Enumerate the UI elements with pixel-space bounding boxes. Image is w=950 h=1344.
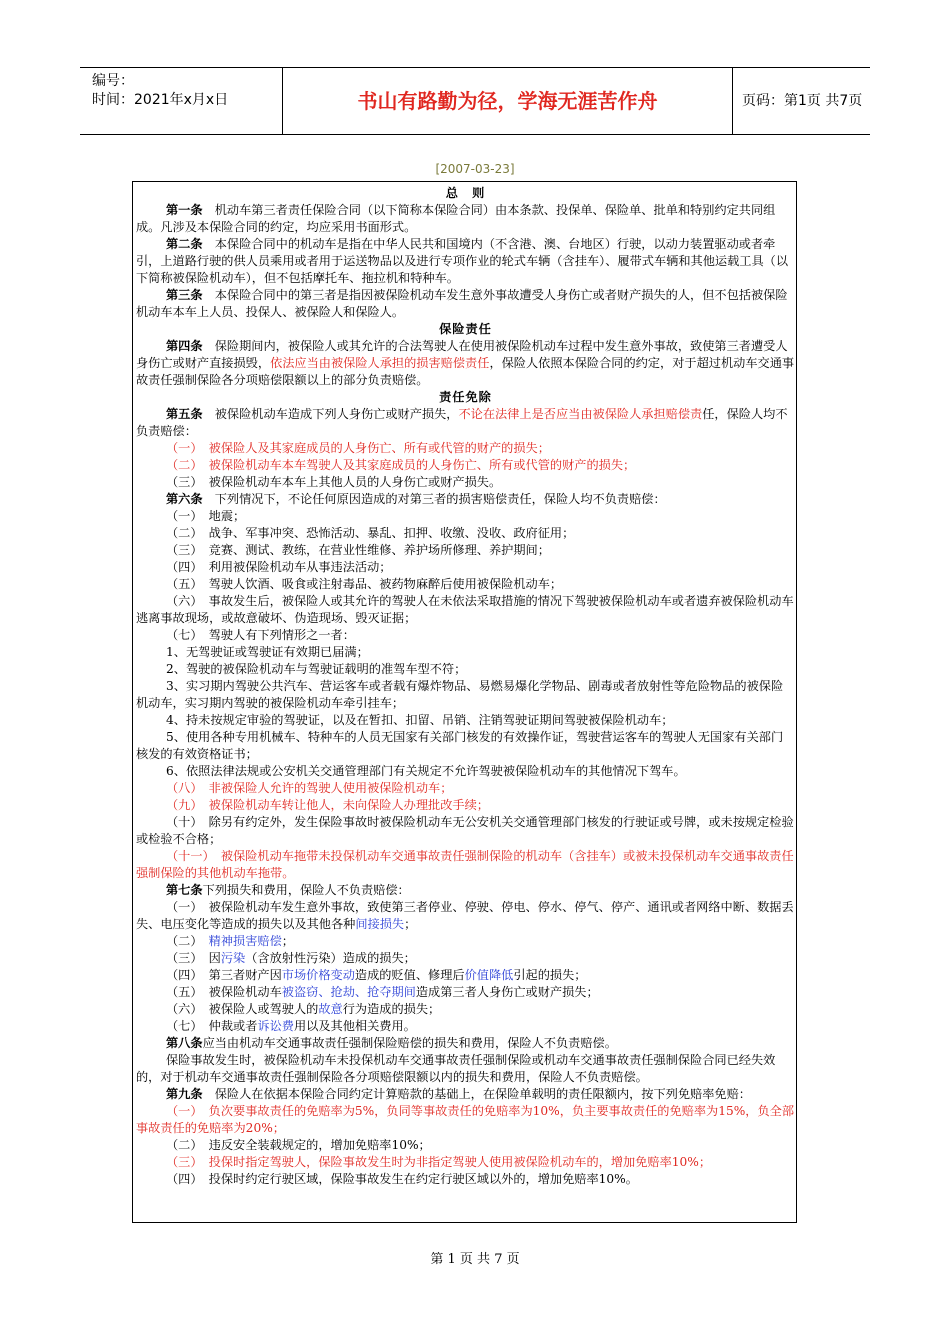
article-6-text: 下列情况下，不论任何原因造成的对第三者的损害赔偿责任，保险人均不负责赔偿： xyxy=(202,492,666,506)
article-6-item-1: （一） 地震； xyxy=(166,509,246,523)
article-9-item-4: （四） 投保时约定行驶区域，保险事故发生在约定行驶区域以外的，增加免赔率10%。 xyxy=(166,1172,638,1186)
article-6-item-7: （七） 驾驶人有下列情形之一者： xyxy=(166,628,355,642)
article-5-item-2: （二） 被保险机动车本车驾驶人及其家庭成员的人身伤亡、所有或代管的财产的损失； xyxy=(166,458,636,472)
article-5-item-1: （一） 被保险人及其家庭成员的人身伤亡、所有或代管的财产的损失； xyxy=(166,441,550,455)
article-4-text: 保险期间内，被保险人或其允许的合法驾驶人在使用被保险机动车过程中发生意外事故，致使第三者遭受人身伤亡或财产直接损毁， xyxy=(136,339,788,370)
article-2-title: 第二条 xyxy=(166,237,203,251)
article-7-title: 第七条 xyxy=(166,883,203,897)
clause-box xyxy=(132,181,797,1223)
section-exemption: 责任免除 xyxy=(439,390,492,404)
time-label: 时间：2021年x月x日 xyxy=(92,92,229,108)
article-7-item-2 xyxy=(136,933,795,950)
article-7-item-1 xyxy=(136,899,795,933)
article-9-text: 保险人在依据本保险合同约定计算赔款的基础上，在保险单载明的责任限额内，按下列免赔率免赔： xyxy=(202,1087,751,1101)
header-page-info: 页码：第1页 共7页 xyxy=(742,93,863,109)
article-7-item-1-end: ； xyxy=(404,917,417,931)
article-7-item-4-end: 引起的损失； xyxy=(513,968,587,982)
article-5-item-3: （三） 被保险机动车本车上其他人员的人身伤亡或财产损失。 xyxy=(166,475,502,489)
article-4 xyxy=(136,338,795,389)
section-general: 总 则 xyxy=(445,186,486,200)
article-7-item-4-term2: 价值降低 xyxy=(464,968,514,982)
article-6-title: 第六条 xyxy=(166,492,203,506)
article-3 xyxy=(136,287,795,321)
article-6-item-11: （十一） 被保险机动车拖带未投保机动车交通事故责任强制保险的机动车（含挂车）或被未投保机动车交通事故责任强制保险的其他机动车拖带。 xyxy=(136,849,794,880)
article-9-title: 第九条 xyxy=(166,1087,203,1101)
article-6-sub-1: 1、无驾驶证或驾驶证有效期已届满； xyxy=(166,645,369,659)
article-7-item-6-end: 行为造成的损失； xyxy=(342,1002,441,1016)
article-7-item-4 xyxy=(136,967,795,984)
article-5 xyxy=(136,406,795,440)
article-7-item-6-term: 故意 xyxy=(318,1002,343,1016)
article-7-item-3-text: （三） 因 xyxy=(166,951,221,965)
article-9-item-3: （三） 投保时指定驾驶人，保险事故发生时为非指定驾驶人使用被保险机动车的，增加免赔率10%； xyxy=(166,1155,712,1169)
article-7-item-2-end: ； xyxy=(281,934,294,948)
article-7-item-4-text: （四） 第三者财产因 xyxy=(166,968,282,982)
article-6-item-10: （十） 除另有约定外，发生保险事故时被保险机动车无公安机关交通管理部门核发的行驶证或号牌，或未按规定检验或检验不合格； xyxy=(136,815,794,846)
article-6-item-8: （八） 非被保险人允许的驾驶人使用被保险机动车； xyxy=(166,781,453,795)
article-6-item-4: （四） 利用被保险机动车从事违法活动； xyxy=(166,560,392,574)
article-3-title: 第三条 xyxy=(166,288,203,302)
article-1 xyxy=(136,202,795,236)
article-7-item-3-end: （含放射性污染）造成的损失； xyxy=(245,951,416,965)
article-7-item-5-term: 被盗窃、抢劫、抢夺期间 xyxy=(281,985,416,999)
article-4-text-end: ，保险人依照本保险合同的约定，对于超过机动车交通事故责任强制保险各分项赔偿限额以上的部分负责赔偿。 xyxy=(136,356,795,387)
article-8 xyxy=(136,1035,795,1052)
article-7-item-7-text: （七） 仲裁或者 xyxy=(166,1019,258,1033)
article-8-title: 第八条 xyxy=(166,1036,203,1050)
article-7-item-4-mid: 造成的贬值、修理后 xyxy=(354,968,465,982)
article-6-sub-2: 2、驾驶的被保险机动车与驾驶证载明的准驾车型不符； xyxy=(166,662,467,676)
article-7-item-7 xyxy=(136,1018,795,1035)
number-label: 编号： xyxy=(92,73,134,89)
article-1-text: 机动车第三者责任保险合同（以下简称本保险合同）由本条款、投保单、保险单、批单和特别约定共同组成。凡涉及本保险合同的约定，均应采用书面形式。 xyxy=(136,203,776,234)
article-9-item-2: （二） 违反安全装载规定的，增加免赔率10%； xyxy=(166,1138,431,1152)
article-7-item-3 xyxy=(136,950,795,967)
article-7 xyxy=(136,882,795,899)
article-7-item-1-text: （一） 被保险机动车发生意外事故，致使第三者停业、停驶、停电、停水、停气、停产、通讯或者网络中断、数据丢失、电压变化等造成的损失以及其他各种 xyxy=(136,900,794,931)
article-7-item-5 xyxy=(136,984,795,1001)
article-2 xyxy=(136,236,795,287)
article-6-item-2: （二） 战争、军事冲突、恐怖活动、暴乱、扣押、收缴、没收、政府征用； xyxy=(166,526,575,540)
article-2-text: 本保险合同中的机动车是指在中华人民共和国境内（不含港、澳、台地区）行驶，以动力装置驱动或者牵引，上道路行驶的供人员乘用或者用于运送物品以及进行专项作业的轮式车辆（含挂车）、履带式车辆和其他运载工具（以下简称被保险机动车），但不包括摩托车、拖拉机和特种车。 xyxy=(136,237,789,285)
article-6-item-6: （六） 事故发生后，被保险人或其允许的驾驶人在未依法采取措施的情况下驾驶被保险机动车或者遗弃被保险机动车逃离事故现场，或故意破坏、伪造现场、毁灭证据； xyxy=(136,594,794,625)
article-5-text: 被保险机动车造成下列人身伤亡或财产损失， xyxy=(202,407,459,421)
article-6-item-3: （三） 竞赛、测试、教练，在营业性维修、养护场所修理、养护期间； xyxy=(166,543,550,557)
article-7-item-5-end: 造成第三者人身伤亡或财产损失； xyxy=(415,985,599,999)
article-7-item-4-term: 市场价格变动 xyxy=(281,968,355,982)
article-7-item-7-end: 用以及其他相关费用。 xyxy=(293,1019,416,1033)
header-motto: 书山有路勤为径，学海无涯苦作舟 xyxy=(283,68,733,134)
article-9 xyxy=(136,1086,795,1103)
article-4-title: 第四条 xyxy=(166,339,203,353)
article-6 xyxy=(136,491,795,508)
article-6-sub-4: 4、持未按规定审验的驾驶证，以及在暂扣、扣留、吊销、注销驾驶证期间驾驶被保险机动车； xyxy=(166,713,674,727)
article-7-text: 下列损失和费用，保险人不负责赔偿： xyxy=(202,883,410,897)
article-8-text: 应当由机动车交通事故责任强制保险赔偿的损失和费用，保险人不负责赔偿。 xyxy=(202,1036,617,1050)
article-6-item-9: （九） 被保险机动车转让他人，未向保险人办理批改手续； xyxy=(166,798,489,812)
section-liability: 保险责任 xyxy=(439,322,492,336)
page-footer: 第 1 页 共 7 页 xyxy=(430,1252,520,1267)
article-7-item-5-text: （五） 被保险机动车 xyxy=(166,985,282,999)
article-6-item-5: （五） 驾驶人饮酒、吸食或注射毒品、被药物麻醉后使用被保险机动车； xyxy=(166,577,563,591)
article-7-item-2-text: （二） xyxy=(166,934,209,948)
article-7-item-2-term: 精神损害赔偿 xyxy=(208,934,282,948)
article-8-para: 保险事故发生时，被保险机动车未投保机动车交通事故责任强制保险或机动车交通事故责任强制保险合同已经失效的，对于机动车交通事故责任强制保险各分项赔偿限额以内的损失和费用，保险人不负责赔偿。 xyxy=(136,1053,776,1084)
document-date: [2007-03-23] xyxy=(435,162,515,176)
header-meta xyxy=(80,68,283,134)
article-1-title: 第一条 xyxy=(166,203,203,217)
article-4-highlight: 依法应当由被保险人承担的损害赔偿责任 xyxy=(270,356,490,370)
page-header xyxy=(80,67,870,135)
article-9-item-1: （一） 负次要事故责任的免赔率为5%，负同等事故责任的免赔率为10%，负主要事故责任的免赔率为15%，负全部事故责任的免赔率为20%； xyxy=(136,1104,795,1135)
article-7-item-3-term: 污染 xyxy=(220,951,246,965)
article-6-sub-3: 3、实习期内驾驶公共汽车、营运客车或者载有爆炸物品、易燃易爆化学物品、剧毒或者放射性等危险物品的被保险机动车，实习期内驾驶的被保险机动车牵引挂车； xyxy=(136,679,784,710)
article-6-sub-5: 5、使用各种专用机械车、特种车的人员无国家有关部门核发的有效操作证，驾驶营运客车的驾驶人无国家有关部门核发的有效资格证书； xyxy=(136,730,784,761)
article-7-item-6-text: （六） 被保险人或驾驶人的 xyxy=(166,1002,319,1016)
article-7-item-7-term: 诉讼费 xyxy=(257,1019,294,1033)
article-7-item-1-term: 间接损失 xyxy=(355,917,405,931)
article-7-item-6 xyxy=(136,1001,795,1018)
article-6-sub-6: 6、依照法律法规或公安机关交通管理部门有关规定不允许驾驶被保险机动车的其他情况下驾车。 xyxy=(166,764,686,778)
article-5-title: 第五条 xyxy=(166,407,203,421)
article-5-highlight: 不论在法律上是否应当由被保险人承担赔偿责 xyxy=(458,407,703,421)
article-3-text: 本保险合同中的第三者是指因被保险机动车发生意外事故遭受人身伤亡或者财产损失的人，但不包括被保险机动车本车上人员、投保人、被保险人和保险人。 xyxy=(136,288,788,319)
article-5-text-end: 任，保险人均不负责赔偿： xyxy=(136,407,788,438)
